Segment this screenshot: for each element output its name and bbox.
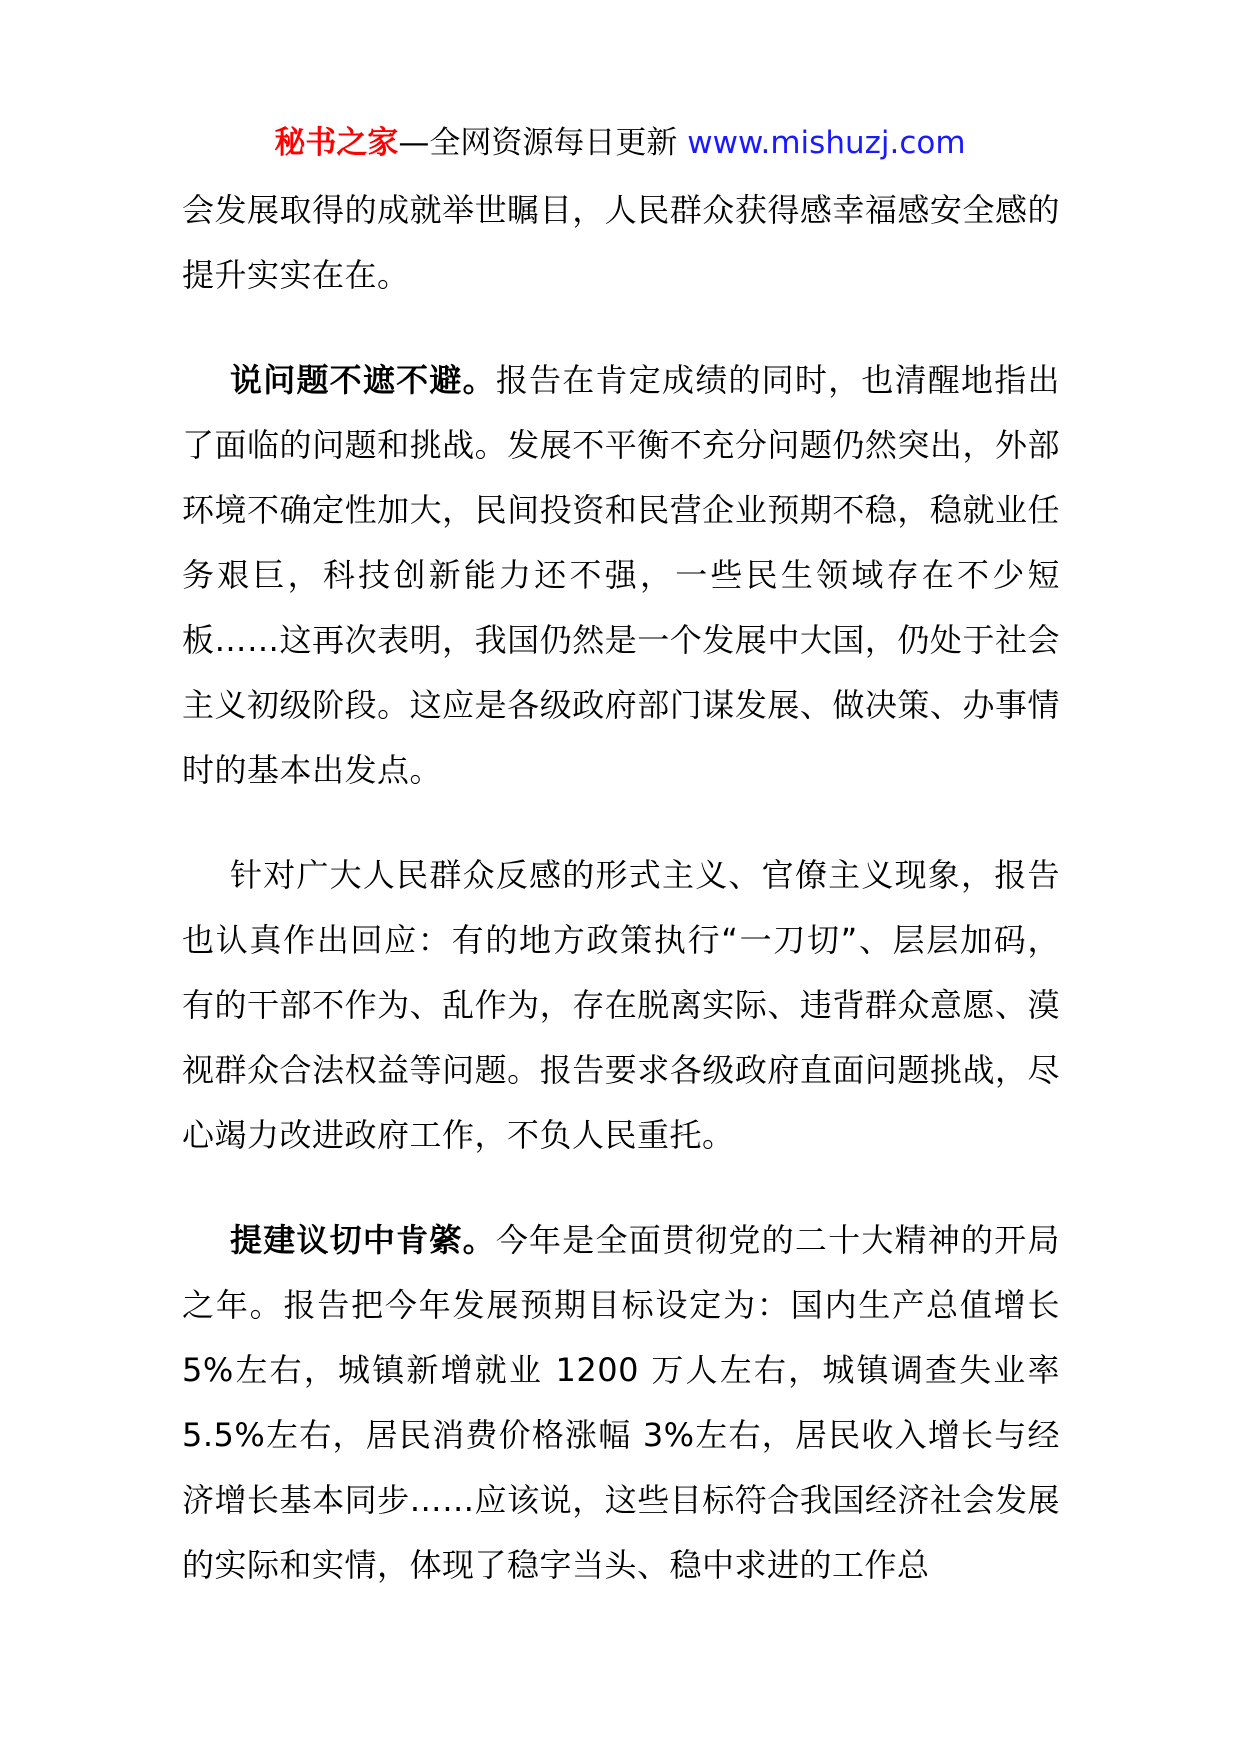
paragraph-lead: 说问题不遮不避。 xyxy=(230,361,496,399)
page-header xyxy=(0,118,1240,168)
paragraph-text: 报告在肯定成绩的同时，也清醒地指出了面临的问题和挑战。发展不平衡不充分问题仍然突出，外部环境不确定性加大，民间投资和民营企业预期不稳，稳就业任务艰巨，科技创新能力还不强，一些民生领域存在不少短板……这再次表明，我国仍然是一个发展中大国，仍处于社会主义初级阶段。这应是各级政府部门谋发展、做决策、办事情时的基本出发点。 xyxy=(182,361,1060,789)
paragraph-suggestions xyxy=(182,1208,1060,1598)
site-url[interactable]: www.mishuzj.com xyxy=(687,125,966,161)
header-tagline: —全网资源每日更新 xyxy=(398,125,688,161)
paragraph-problems xyxy=(182,348,1060,803)
paragraph-text: 会发展取得的成就举世瞩目，人民群众获得感幸福感安全感的提升实实在在。 xyxy=(182,191,1060,294)
document-body xyxy=(182,178,1060,1638)
paragraph-continuation xyxy=(182,178,1060,308)
paragraph-text: 今年是全面贯彻党的二十大精神的开局之年。报告把今年发展预期目标设定为：国内生产总值增长 5%左右，城镇新增就业 1200 万人左右，城镇调查失业率 5.5%左右，居民消费价格涨幅 3%左右，居民收入增长与经济增长基本同步……应该说，这些目标符合我国经济社会发展的实际和实情，体现了稳字当头、稳中求进的工作总 xyxy=(182,1221,1060,1584)
paragraph-text: 针对广大人民群众反感的形式主义、官僚主义现象，报告也认真作出回应：有的地方政策执行“一刀切”、层层加码，有的干部不作为、乱作为，存在脱离实际、违背群众意愿、漠视群众合法权益等问题。报告要求各级政府直面问题挑战，尽心竭力改进政府工作，不负人民重托。 xyxy=(182,856,1060,1154)
paragraph-formalism xyxy=(182,843,1060,1168)
brand-name: 秘书之家 xyxy=(274,125,399,161)
paragraph-lead: 提建议切中肯綮。 xyxy=(230,1221,496,1259)
